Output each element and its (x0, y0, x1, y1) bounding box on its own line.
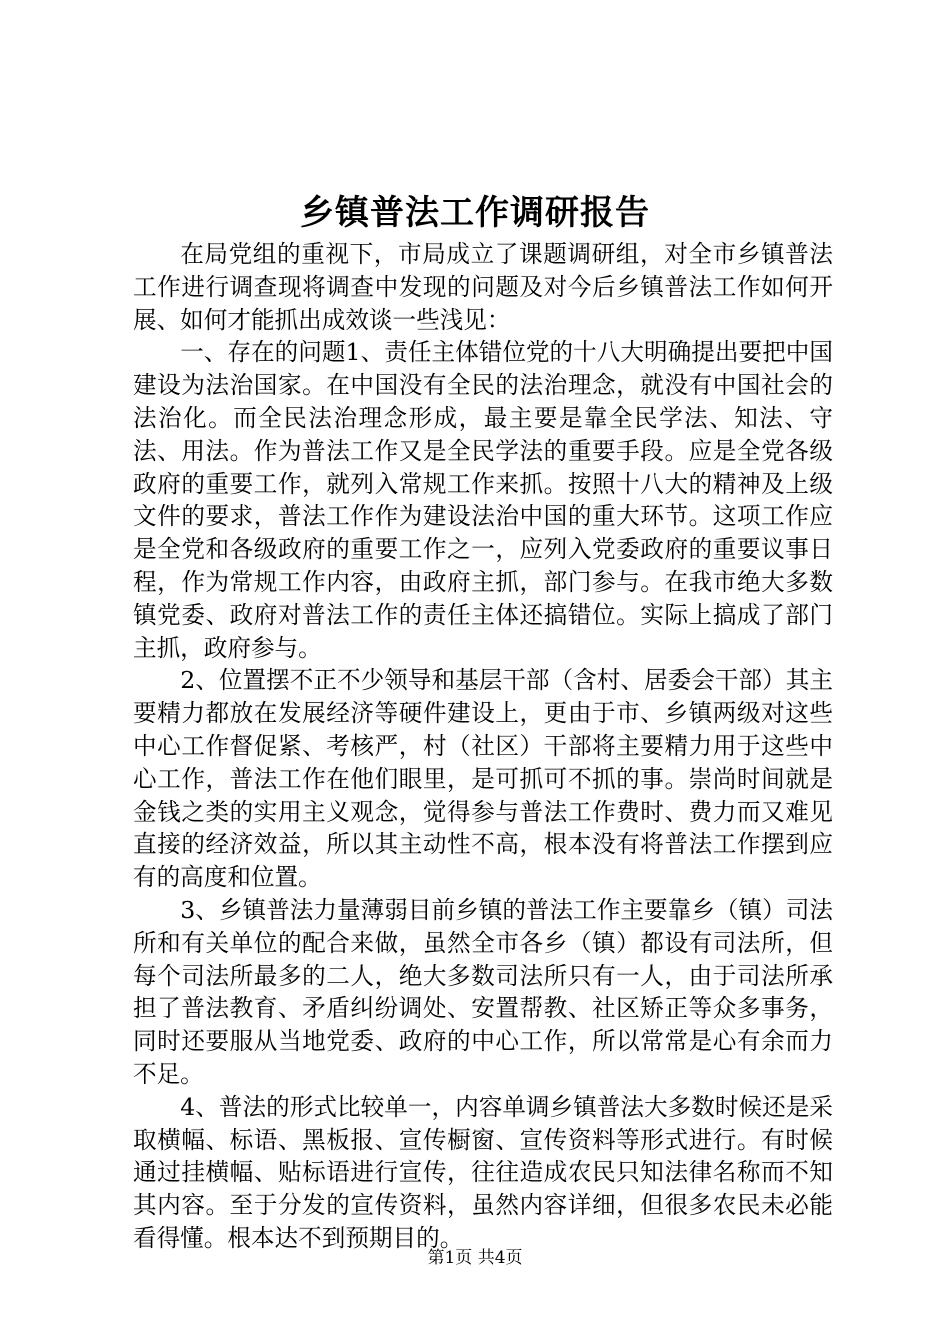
document-body (133, 238, 833, 1255)
paragraph-problem-3: 3、乡镇普法力量薄弱目前乡镇的普法工作主要靠乡（镇）司法所和有关单位的配合来做，虽然全市各乡（镇）都设有司法所，但每个司法所最多的二人，绝大多数司法所只有一人，由于司法所承担了普法教育、矛盾纠纷调处、安置帮教、社区矫正等众多事务，同时还要服从当地党委、政府的中心工作，所以常常是心有余而力不足。 (133, 895, 833, 1088)
paragraph-intro: 在局党组的重视下，市局成立了课题调研组，对全市乡镇普法工作进行调查现将调查中发现的问题及对今后乡镇普法工作如何开展、如何才能抓出成效谈一些浅见： (133, 240, 833, 334)
paragraph-problem-4: 4、普法的形式比较单一，内容单调乡镇普法大多数时候还是采取横幅、标语、黑板报、宣传橱窗、宣传资料等形式进行。有时候通过挂横幅、贴标语进行宣传，往往造成农民只知法律名称而不知其内容。至于分发的宣传资料，虽然内容详细，但很多农民未必能看得懂。根本达不到预期目的。 (133, 1092, 833, 1252)
document-title: 乡镇普法工作调研报告 (300, 193, 650, 233)
page-number-footer: 第1页 共4页 (427, 1248, 523, 1268)
paragraph-problem-1: 一、存在的问题1、责任主体错位党的十八大明确提出要把中国建设为法治国家。在中国没有全民的法治理念，就没有中国社会的法治化。而全民法治理念形成，最主要是靠全民学法、知法、守法、用法。作为普法工作又是全民学法的重要手段。应是全党各级政府的重要工作，就列入常规工作来抓。按照十八大的精神及上级文件的要求，普法工作作为建设法治中国的重大环节。这项工作应是全党和各级政府的重要工作之一，应列入党委政府的重要议事日程，作为常规工作内容，由政府主抓，部门参与。在我市绝大多数镇党委、政府对普法工作的责任主体还搞错位。实际上搞成了部门主抓，政府参与。 (133, 338, 833, 662)
paragraph-problem-2: 2、位置摆不正不少领导和基层干部（含村、居委会干部）其主要精力都放在发展经济等硬件建设上，更由于市、乡镇两级对这些中心工作督促紧、考核严，村（社区）干部将主要精力用于这些中心工作，普法工作在他们眼里，是可抓可不抓的事。崇尚时间就是金钱之类的实用主义观念，觉得参与普法工作费时、费力而又难见直接的经济效益，所以其主动性不高，根本没有将普法工作摆到应有的高度和位置。 (133, 666, 833, 892)
